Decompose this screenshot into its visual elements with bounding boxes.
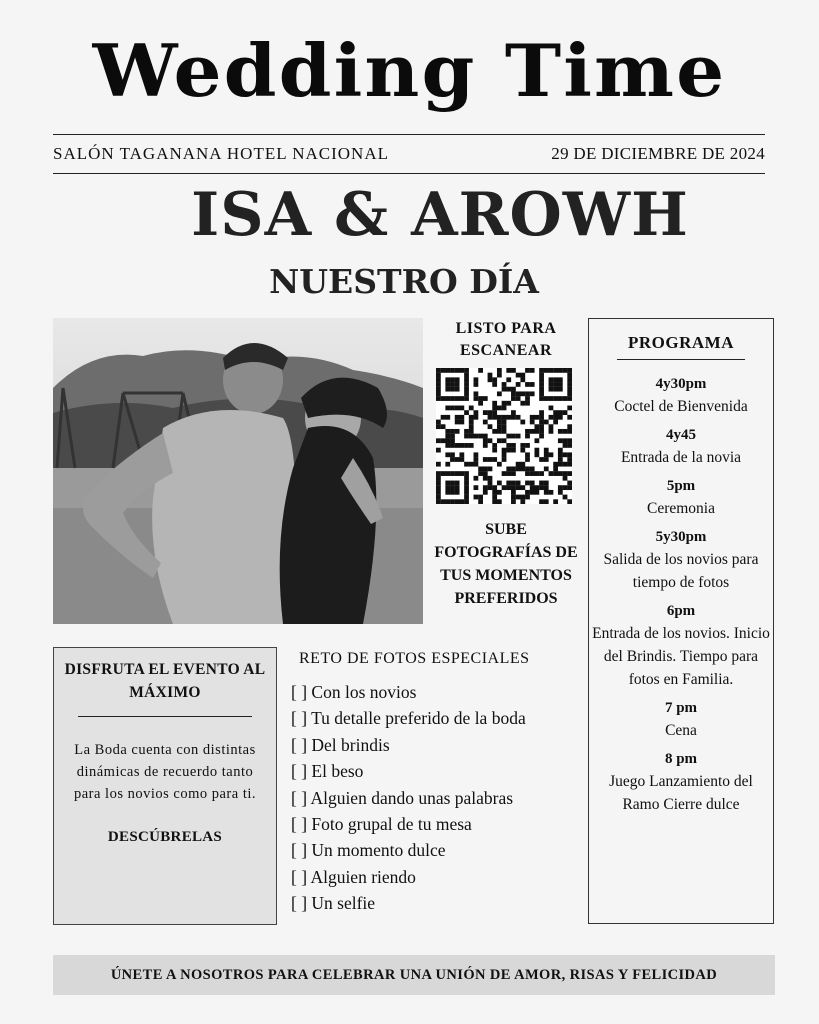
program-list [589,374,773,816]
reto-item[interactable]: [ ] Con los novios [291,682,417,702]
program-item [589,374,773,418]
program-desc: Salida de los novios para tiempo de fotos [603,551,759,591]
program-time: 4y45 [666,427,696,443]
reto-list [291,679,526,917]
disfruta-body: La Boda cuenta con distintas dinámicas de recuerdo tanto para los novios como para ti. [73,742,256,802]
disfruta-title: DISFRUTA EL EVENTO AL MÁXIMO [64,661,266,701]
reto-item[interactable]: [ ] Del brindis [291,734,390,755]
program-item [589,601,773,691]
program-desc: Ceremonia [646,500,715,517]
reto-item[interactable]: [ ] Alguien riendo [291,866,416,887]
masthead-title: Wedding Time [92,28,727,113]
program-time: 7 pm [664,700,698,716]
disfruta-divider [78,716,252,717]
program-item [589,698,773,742]
reto-item[interactable]: [ ] El beso [291,761,364,782]
couple-photo-illustration [53,318,423,624]
page-subtitle: NUESTRO DÍA [269,262,539,301]
program-time: 8 pm [664,751,698,767]
program-box [588,318,774,924]
bottom-rule [53,173,765,174]
reto-item[interactable]: [ ] Foto grupal de tu mesa [291,814,472,835]
top-rule [53,134,765,135]
program-desc: Juego Lanzamiento del Ramo Cierre dulce [609,773,753,813]
footer-banner: ÚNETE A NOSOTROS PARA CELEBRAR UNA UNIÓN DE AMOR, RISAS Y FELICIDAD [53,955,775,995]
venue-text: SALÓN TAGANANA HOTEL NACIONAL [53,144,389,163]
info-bar [53,143,765,165]
disfruta-box [53,647,277,925]
program-time: 4y30pm [655,376,707,392]
qr-title: LISTO PARA ESCANEAR [455,320,557,359]
program-desc: Entrada de la novia [620,449,742,466]
reto-title: RETO DE FOTOS ESPECIALES [299,650,530,667]
program-item [589,476,773,520]
program-time: 6pm [666,603,696,619]
program-desc: Cena [665,722,697,739]
date-text: 29 DE DICIEMBRE DE 2024 [551,144,765,163]
reto-item[interactable]: [ ] Un momento dulce [291,840,446,861]
program-divider [617,359,745,360]
reto-item[interactable]: [ ] Un selfie [291,893,376,914]
reto-item[interactable]: [ ] Alguien dando unas palabras [291,787,514,808]
program-desc: Coctel de Bienvenida [614,398,748,415]
program-desc: Entrada de los novios. Inicio del Brindis. Tiempo para fotos en Familia. [592,625,770,688]
program-item [589,425,773,469]
couple-photo [53,318,423,624]
program-item [589,527,773,594]
program-title: PROGRAMA [628,333,734,352]
program-item [589,749,773,816]
reto-item[interactable]: [ ] Tu detalle preferido de la boda [291,708,526,729]
program-time: 5y30pm [655,529,707,545]
qr-caption: SUBE FOTOGRAFÍAS DE TUS MOMENTOS PREFERIDOS [434,521,578,607]
program-time: 5pm [666,478,696,494]
couple-names: ISA & AROWH [191,180,689,250]
qr-code[interactable] [436,368,572,504]
disfruta-cta[interactable]: DESCÚBRELAS [107,829,223,845]
